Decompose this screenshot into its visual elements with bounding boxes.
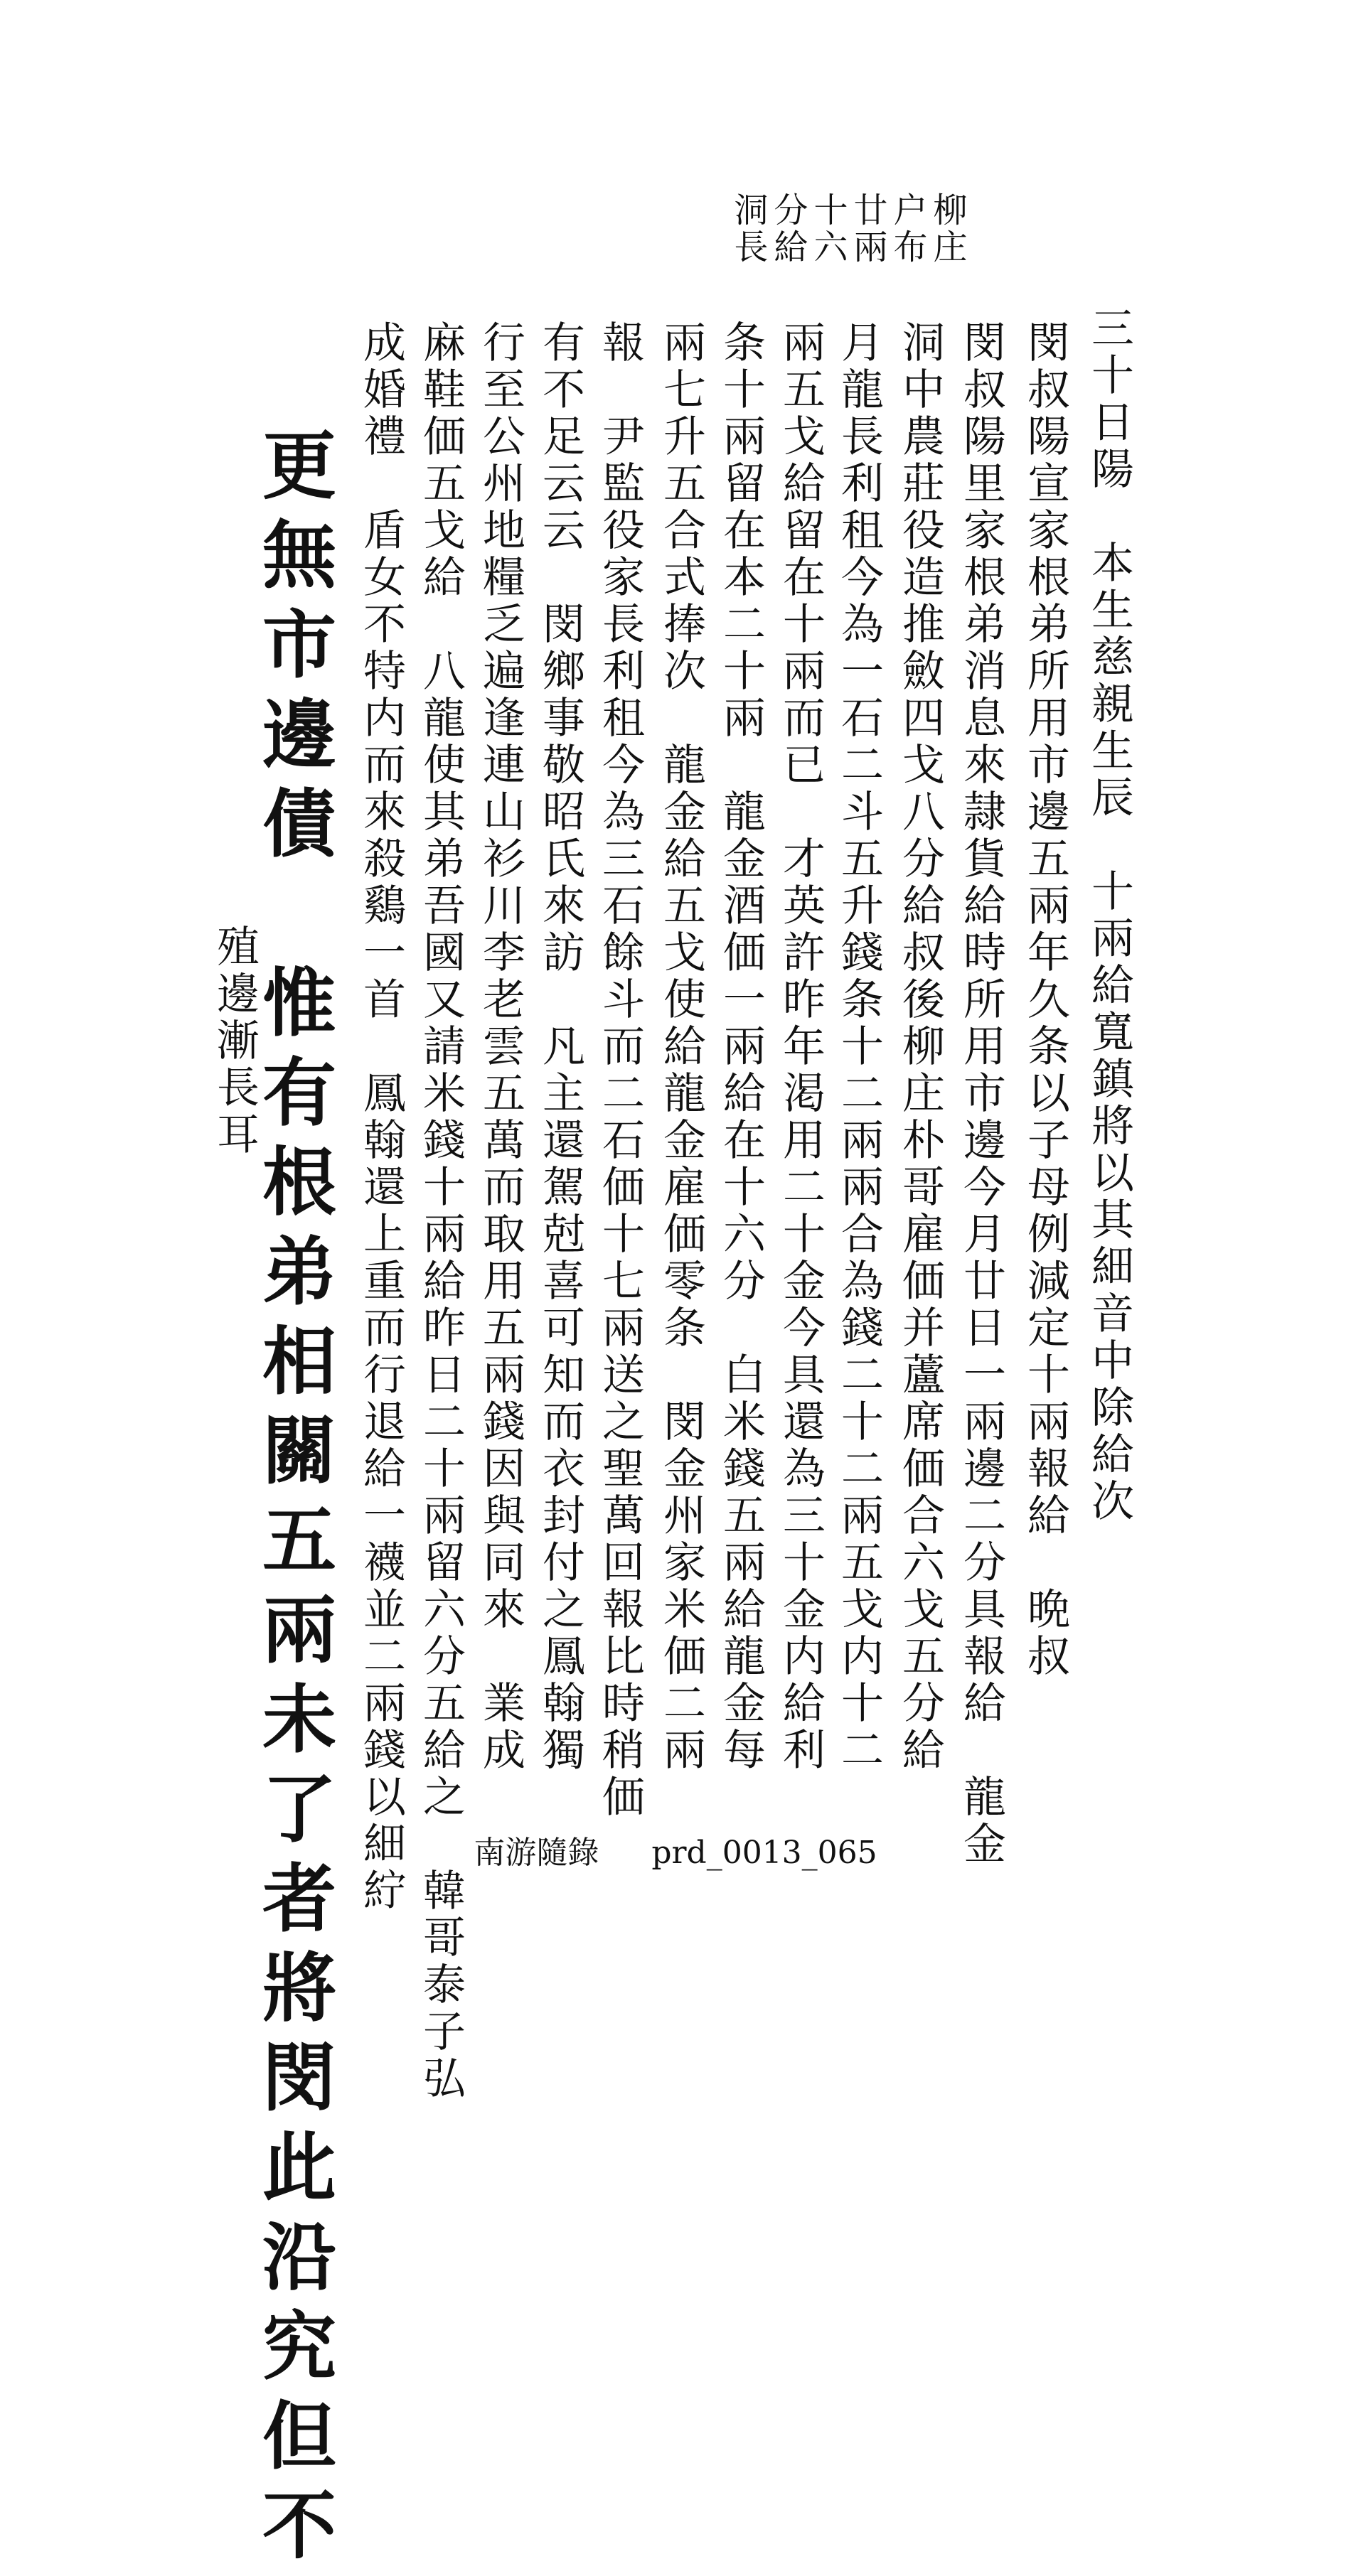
page-footer	[0, 1827, 1351, 1872]
margin-note-line: 柳庄	[927, 192, 967, 266]
manuscript-column: 閔叔陽宣家根弟所用市邊五兩年久条以子母例減定十兩報給 晩叔	[1020, 320, 1070, 1680]
margin-note-line: 户布	[887, 192, 927, 266]
margin-note-line: 洞長	[728, 192, 768, 266]
manuscript-column: 閔叔陽里家根弟消息來隷貨給時所用市邊今月廿日一兩邊二分具報給 龍金	[956, 320, 1006, 1868]
heading-phrase: 更無市邊債 惟有根弟相關五兩未了者將閔此沿究但不	[250, 426, 337, 2576]
manuscript-column: 殖邊漸長耳	[210, 924, 260, 1159]
manuscript-column: 洞中農莊役造推斂四戈八分給叔後柳庄朴哥雇価并蘆席価合六戈五分給	[895, 320, 945, 1774]
manuscript-column: 麻鞋価五戈給 八龍使其弟吾國又請米錢十兩給昨日二十兩留六分五給之 韓哥泰子弘	[416, 320, 466, 2103]
manuscript-column: 有不足云云 閔鄉事敬昭氏來訪 凡主還駕尅喜可知而衣封付之鳳翰獨	[535, 320, 585, 1774]
manuscript-column: 条十兩留在本二十兩 龍金酒価一兩給在十六分 白米錢五兩給龍金每	[716, 320, 766, 1774]
manuscript-column: 三十日陽 本生慈親生辰 十兩給寬鎮將以其細音中除給次	[1084, 306, 1134, 1525]
document-title: 南游隨錄	[474, 1835, 599, 1871]
manuscript-column: 成婚禮 盾女不特内而來殺鷄一首 鳳翰還上重而行退給一襪並二兩錢以細紵	[356, 320, 406, 1915]
margin-note-line: 廿兩	[848, 192, 887, 266]
manuscript-column: 月龍長利租今為一石二斗五升錢条十二兩兩合為錢二十二兩五戈内十二	[834, 320, 884, 1774]
margin-note-line: 分給	[768, 192, 808, 266]
margin-note-line: 十六	[808, 192, 848, 266]
page-identifier: prd_0013_065	[651, 1835, 877, 1871]
manuscript-column: 報 尹監役家長利租今為三石餘斗而二石価十七兩送之聖萬回報比時稍価	[595, 320, 645, 1821]
manuscript-column: 行至公州地糧乏遍逢連山衫川李老雲五萬而取用五兩錢因與同來 業成	[476, 320, 525, 1774]
manuscript-column: 兩七升五合式捧次 龍金給五戈使給龍金雇価零条 閔金州家米価二兩	[656, 320, 706, 1774]
manuscript-column: 兩五戈給留在十兩而已 才英許昨年渇用二十金今具還為三十金内給利	[776, 320, 826, 1774]
